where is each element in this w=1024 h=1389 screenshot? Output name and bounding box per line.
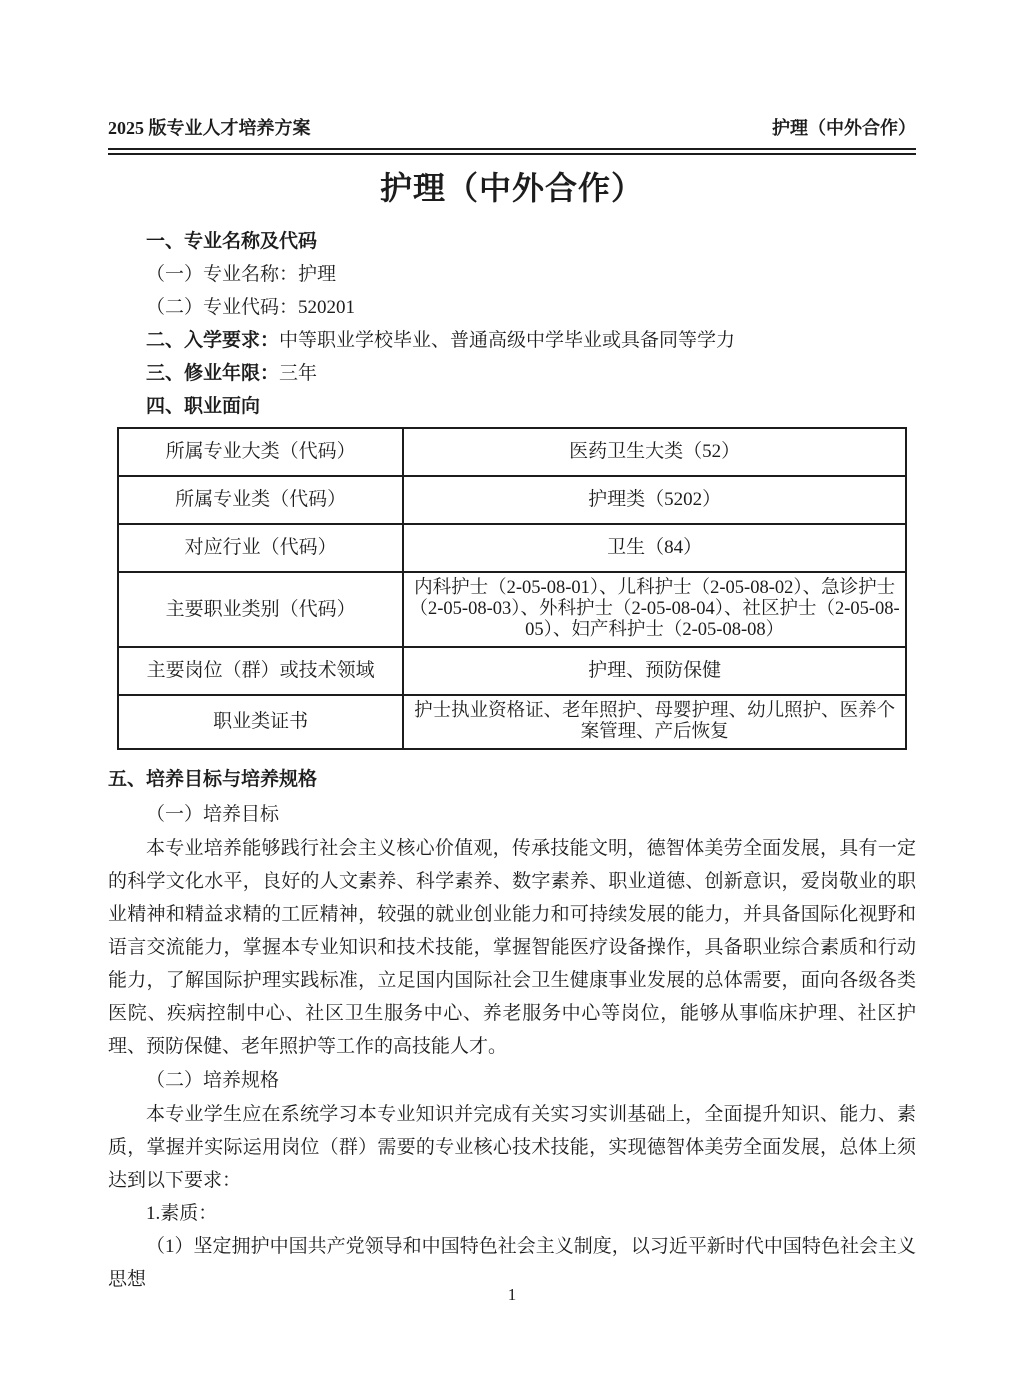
subsection-2-heading: （二）培养规格: [146, 1070, 280, 1091]
section-4-heading: 四、职业面向: [146, 396, 261, 417]
section-3-text: 三年: [279, 363, 318, 384]
row-value-cell: 护理类（5202）: [403, 476, 906, 524]
training-spec-paragraph: 本专业学生应在系统学习本专业知识并完成有关实习实训基础上，全面提升知识、能力、素质，掌握并实际运用岗位（群）需要的专业核心技术技能，实现德智体美劳全面发展，总体上须达到以下要求：: [108, 1104, 916, 1191]
row-value-cell: 医药卫生大类（52）: [403, 428, 906, 476]
section-1-item-2: （二）专业代码：520201: [146, 297, 356, 318]
training-objective-paragraph: 本专业培养能够践行社会主义核心价值观，传承技能文明，德智体美劳全面发展，具有一定的科学文化水平，良好的人文素养、科学素养、数字素养、职业道德、创新意识，爱岗敬业的职业精神和精益求精的工匠精神，较强的就业创业能力和可持续发展的能力，并具备国际化视野和语言交流能力，掌握本专业知识和技术技能，掌握智能医疗设备操作，具备职业综合素质和行动能力，了解国际护理实践标准，立足国内国际社会卫生健康事业发展的总体需要，面向各级各类医院、疾病控制中心、社区卫生服务中心、养老服务中心等岗位，能够从事临床护理、社区护理、预防保健、老年照护等工作的高技能人才。: [108, 838, 916, 1057]
header-right-title: 护理（中外合作）: [772, 118, 916, 138]
front-matter: [108, 225, 916, 423]
header-left-title: 2025 版专业人才培养方案: [108, 118, 311, 138]
table-row: [118, 524, 906, 572]
section-1-heading: 一、专业名称及代码: [146, 231, 318, 252]
subsection-1-heading: （一）培养目标: [146, 804, 280, 825]
row-value-cell: 卫生（84）: [403, 524, 906, 572]
row-value-cell: 内科护士（2-05-08-01）、儿科护士（2-05-08-02）、急诊护士（2-05-08-03）、外科护士（2-05-08-04）、社区护士（2-05-08-05）、妇产科护士（2-05-08-08）: [403, 572, 906, 647]
page-number: 1: [507, 1285, 517, 1304]
section-3-line: [108, 357, 916, 390]
section-3-label: 三、修业年限：: [146, 363, 280, 384]
row-label-cell: 职业类证书: [118, 695, 403, 749]
table-row: [118, 647, 906, 695]
header-double-rule: [108, 148, 916, 155]
row-label-cell: 所属专业大类（代码）: [118, 428, 403, 476]
table-row: [118, 476, 906, 524]
section-2-text: 中等职业学校毕业、普通高级中学毕业或具备同等学力: [279, 330, 736, 351]
body-matter: [108, 762, 916, 1296]
row-label-cell: 主要岗位（群）或技术领域: [118, 647, 403, 695]
section-2-line: [108, 324, 916, 357]
section-1-item-1: （一）专业名称：护理: [146, 264, 337, 285]
section-2-label: 二、入学要求：: [146, 330, 280, 351]
page-header: [108, 117, 916, 139]
row-value-cell: 护理、预防保健: [403, 647, 906, 695]
table-row: [118, 695, 906, 749]
table-row: [118, 572, 906, 647]
section-5-heading: 五、培养目标与培养规格: [108, 769, 318, 790]
career-table: [117, 427, 907, 750]
row-label-cell: 所属专业类（代码）: [118, 476, 403, 524]
quality-item-1: （1）坚定拥护中国共产党领导和中国特色社会主义制度，以习近平新时代中国特色社会主义思想: [108, 1236, 916, 1290]
table-row: [118, 428, 906, 476]
quality-heading: 1.素质：: [146, 1203, 218, 1224]
document-title: 护理（中外合作）: [379, 170, 644, 206]
row-value-cell: 护士执业资格证、老年照护、母婴护理、幼儿照护、医养个案管理、产后恢复: [403, 695, 906, 749]
row-label-cell: 对应行业（代码）: [118, 524, 403, 572]
row-label-cell: 主要职业类别（代码）: [118, 572, 403, 647]
